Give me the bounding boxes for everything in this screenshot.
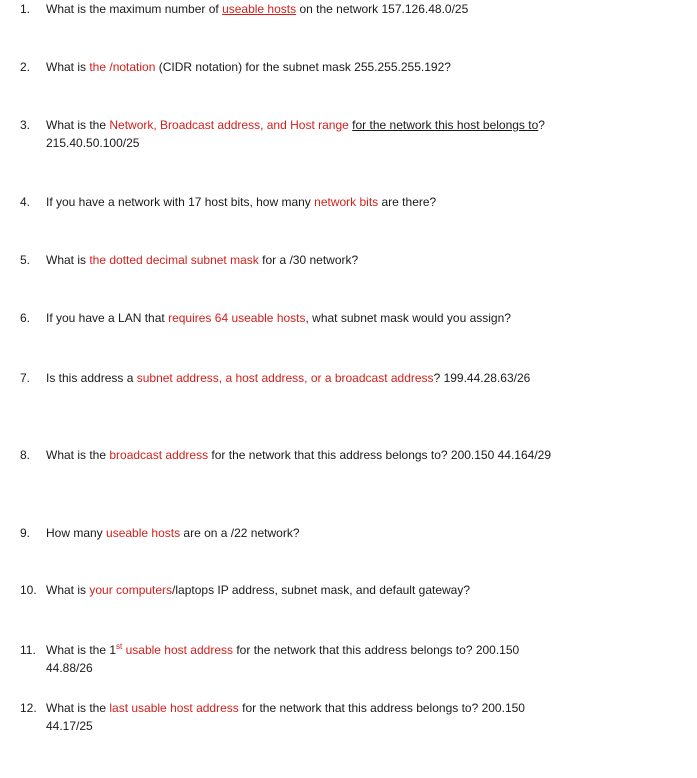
question-fragment: ? 199.44.28.63/26 xyxy=(433,371,531,385)
question-fragment: How many xyxy=(46,526,107,540)
question-number: 2. xyxy=(20,60,31,74)
question-number: 9. xyxy=(20,526,31,540)
question-number: 6. xyxy=(20,311,31,325)
highlighted-term: st xyxy=(116,642,123,651)
question-fragment: What is the xyxy=(46,448,110,462)
highlighted-term: last usable host address xyxy=(109,701,239,715)
question-fragment: ? xyxy=(538,118,545,132)
question-fragment: (CIDR notation) for the subnet mask 255.255.255.192? xyxy=(155,60,451,74)
question-number: 5. xyxy=(20,253,31,267)
highlighted-term: usable host address xyxy=(122,643,234,657)
question-fragment: What is the xyxy=(46,118,110,132)
question-number: 3. xyxy=(20,118,31,132)
highlighted-term: the /notation xyxy=(89,60,156,74)
question-text xyxy=(46,524,676,542)
question-fragment: are there? xyxy=(378,195,437,209)
question-fragment: 44.17/25 xyxy=(46,719,93,733)
question-number: 7. xyxy=(20,371,31,385)
question-fragment: What is the maximum number of xyxy=(46,2,223,16)
question-text xyxy=(46,58,676,76)
question-fragment: on the network 157.126.48.0/25 xyxy=(296,2,469,16)
question-fragment: What is the 1 xyxy=(46,643,117,657)
question-fragment: What is xyxy=(46,60,90,74)
question-fragment: for the network that this address belongs to? 200.150 44.164/29 xyxy=(208,448,551,462)
question-text xyxy=(46,699,676,735)
question-fragment: 44.88/26 xyxy=(46,661,93,675)
question-fragment: for the network that this address belongs to? 200.150 xyxy=(238,701,525,715)
question-text xyxy=(46,309,676,327)
highlighted-term: network bits xyxy=(314,195,379,209)
underlined-text: for the network this host belongs to xyxy=(352,118,539,132)
question-fragment: What is xyxy=(46,253,90,267)
question-text xyxy=(46,641,676,677)
question-text xyxy=(46,116,676,152)
question-text xyxy=(46,0,676,18)
question-fragment: /laptops IP address, subnet mask, and default gateway? xyxy=(172,583,471,597)
question-text xyxy=(46,369,676,387)
highlighted-term: useable hosts xyxy=(106,526,181,540)
highlighted-term: Network, Broadcast address, and Host range xyxy=(109,118,349,132)
question-text xyxy=(46,251,676,269)
highlighted-term: subnet address, a host address, or a broadcast address xyxy=(136,371,434,385)
highlighted-term: broadcast address xyxy=(109,448,209,462)
question-number: 1. xyxy=(20,2,31,16)
highlighted-term: the dotted decimal subnet mask xyxy=(89,253,259,267)
question-number: 4. xyxy=(20,195,31,209)
question-number: 10. xyxy=(20,583,37,597)
highlighted-term: useable hosts xyxy=(222,2,297,16)
highlighted-term: requires 64 useable hosts xyxy=(168,311,306,325)
question-text xyxy=(46,446,676,464)
question-number: 8. xyxy=(20,448,31,462)
question-text xyxy=(46,581,676,599)
question-fragment: Is this address a xyxy=(46,371,137,385)
question-fragment: , what subnet mask would you assign? xyxy=(305,311,511,325)
question-fragment: are on a /22 network? xyxy=(180,526,300,540)
question-number: 12. xyxy=(20,701,37,715)
question-text xyxy=(46,193,676,211)
highlighted-term: your computers xyxy=(89,583,173,597)
question-fragment: If you have a LAN that xyxy=(46,311,169,325)
question-fragment: 215.40.50.100/25 xyxy=(46,136,140,150)
question-fragment: If you have a network with 17 host bits, how many xyxy=(46,195,315,209)
question-fragment: for a /30 network? xyxy=(258,253,359,267)
question-fragment: What is the xyxy=(46,701,110,715)
question-number: 11. xyxy=(20,643,36,657)
question-fragment: What is xyxy=(46,583,90,597)
question-fragment: for the network that this address belongs to? 200.150 xyxy=(233,643,520,657)
